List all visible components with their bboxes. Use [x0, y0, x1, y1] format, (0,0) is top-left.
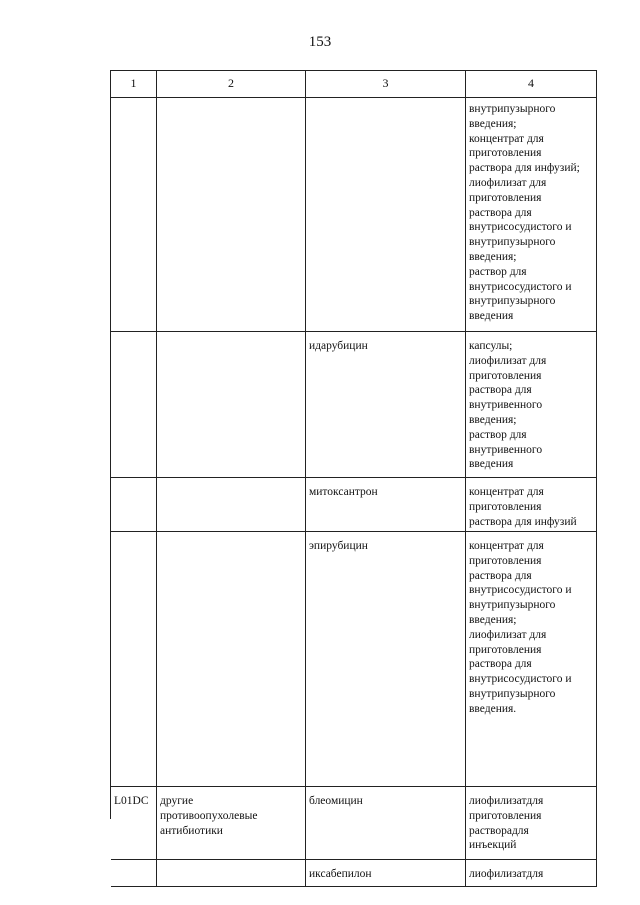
table-row [111, 478, 597, 532]
form-line: внутрисосудистого и [469, 584, 572, 597]
cell-forms [466, 332, 597, 478]
header-col-4: 4 [466, 71, 597, 98]
cell-group [157, 332, 306, 478]
form-line: концентрат для [469, 540, 544, 552]
form-line-justified [469, 867, 594, 882]
header-col-1: 1 [111, 71, 157, 98]
cell-drug: иксабепилон [306, 860, 466, 887]
form-line: введения; [469, 413, 517, 426]
form-line-justified [469, 824, 594, 839]
cell-forms [466, 98, 597, 332]
form-line: раствор для [469, 265, 527, 278]
cell-code: L01DC [111, 787, 157, 860]
table-row [111, 332, 597, 478]
table-header-row [111, 71, 597, 98]
form-line: внутрипузырного [469, 295, 556, 308]
form-line: внутрисосудистого и [469, 221, 572, 234]
form-line: лиофилизат для [469, 628, 547, 641]
form-word: для [526, 795, 544, 807]
table-row [111, 860, 597, 887]
form-word: для [511, 824, 529, 837]
cell-forms [466, 787, 597, 860]
form-line: раствора для инфузий; [469, 162, 580, 175]
form-line: приготовления [469, 500, 542, 513]
group-line: противоопухолевые [160, 809, 258, 822]
form-line: приготовления [469, 369, 542, 382]
table-row [111, 787, 597, 860]
cell-code [111, 98, 157, 332]
form-line: приготовления [469, 191, 542, 204]
form-line: раствор для [469, 428, 527, 441]
group-line: антибиотики [160, 824, 223, 837]
form-line: введения [469, 458, 514, 471]
form-line: концентрат для [469, 132, 544, 145]
form-line: приготовления [469, 147, 542, 160]
form-line: введения; [469, 613, 517, 626]
cell-drug: эпирубицин [306, 532, 466, 787]
cell-group [157, 532, 306, 787]
form-line: введения [469, 310, 514, 323]
form-line: внутрисосудистого и [469, 673, 572, 686]
form-line: капсулы; [469, 340, 513, 352]
cell-drug [306, 98, 466, 332]
form-line: внутрипузырного [469, 236, 556, 249]
header-col-3: 3 [306, 71, 466, 98]
form-line: введения; [469, 250, 517, 263]
form-line: лиофилизат для [469, 354, 547, 367]
cell-group [157, 787, 306, 860]
form-line: введения; [469, 117, 517, 130]
form-line: раствора для [469, 206, 532, 219]
header-col-2: 2 [157, 71, 306, 98]
form-line: внутрипузырного [469, 103, 556, 115]
form-line: приготовления [469, 643, 542, 656]
form-line: приготовления [469, 554, 542, 567]
cell-forms [466, 860, 597, 887]
form-line: лиофилизат для [469, 176, 547, 189]
form-line: раствора для [469, 658, 532, 671]
form-word: лиофилизат [469, 795, 527, 807]
page-number: 153 [308, 34, 332, 50]
cell-group [157, 478, 306, 532]
form-line: внутрисосудистого и [469, 280, 572, 293]
form-line: инъекций [469, 839, 517, 852]
cell-forms [466, 478, 597, 532]
form-line: раствора для инфузий [469, 515, 577, 528]
drug-table [110, 70, 597, 880]
cell-code [111, 332, 157, 478]
cell-group [157, 860, 306, 887]
table-row [111, 532, 597, 787]
cell-drug: идарубицин [306, 332, 466, 478]
cell-group [157, 98, 306, 332]
form-line: внутрипузырного [469, 599, 556, 612]
form-word: раствора [469, 824, 512, 837]
group-line: другие [160, 795, 194, 807]
form-line: введения. [469, 702, 517, 715]
form-line: внутривенного [469, 443, 543, 456]
form-line: приготовления [469, 809, 542, 822]
cell-code [111, 532, 157, 787]
form-line: концентрат для [469, 486, 544, 498]
form-line: раствора для [469, 569, 532, 582]
cell-drug: блеомицин [306, 787, 466, 860]
form-line: внутрипузырного [469, 687, 556, 700]
form-word: для [526, 868, 544, 880]
form-line: раствора для [469, 384, 532, 397]
cell-code [111, 860, 157, 887]
form-line: внутривенного [469, 399, 543, 412]
cell-drug: митоксантрон [306, 478, 466, 532]
form-word: лиофилизат [469, 868, 527, 880]
form-line-justified [469, 794, 594, 809]
cell-code [111, 478, 157, 532]
table-row [111, 98, 597, 332]
cell-forms [466, 532, 597, 787]
